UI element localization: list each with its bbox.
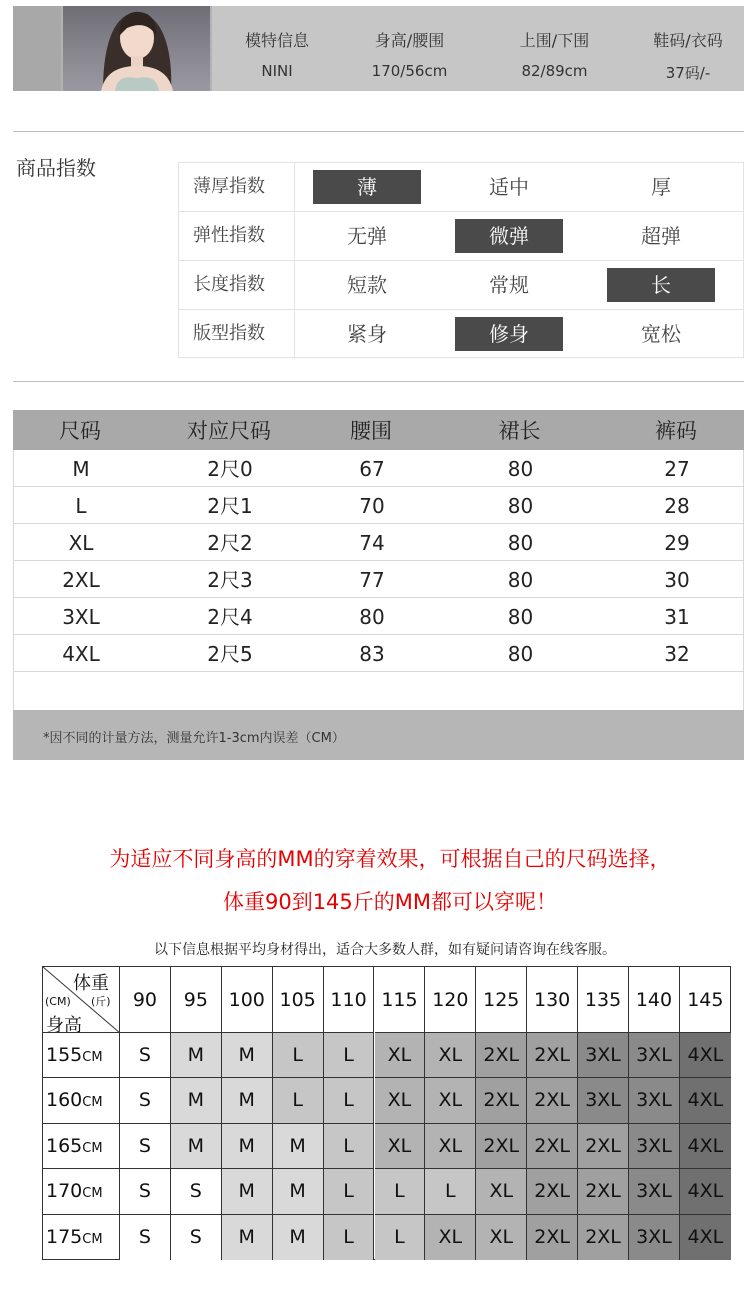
size-cell: S [120,1124,171,1169]
size-row [14,487,743,524]
height-cell [43,1078,120,1123]
index-option-selected: 长 [607,268,715,302]
size-cell: 2XL [476,1124,527,1169]
model-info-table [212,6,744,91]
size-cell: XL [425,1215,476,1260]
size-cell: 80 [507,605,534,629]
index-row [179,212,743,261]
index-option: 常规 [489,273,529,297]
size-cell: L [425,1169,476,1214]
size-cell: L [273,1078,324,1123]
size-row [14,450,743,487]
measure-note: *因不同的计量方法，测量允许1-3cm内误差（CM） [43,731,345,746]
size-cell: L [75,494,87,518]
index-label: 薄厚指数 [179,163,295,211]
corner-jin-label: (斤) [91,995,111,1008]
corner-cm-label: (CM) [45,995,71,1008]
size-cell: M [273,1215,324,1260]
index-option: 短款 [347,273,387,297]
weight-height-grid [42,966,731,1260]
size-cell: M [171,1124,222,1169]
size-cell: XL [375,1124,426,1169]
size-cell: 2XL [527,1033,578,1078]
index-row [179,261,743,310]
measure-note-bar [13,710,744,760]
weight-header-cell: 115 [375,967,426,1033]
size-header-cell: 尺码 [59,419,101,443]
model-header: 上围/下围 [519,31,590,50]
size-cell: XL [375,1033,426,1078]
size-cell: 2XL [527,1169,578,1214]
size-cell: XL [68,531,94,555]
promo-line-1: 为适应不同身高的MM的穿着效果，可根据自己的尺码选择， [109,847,671,871]
model-header: 鞋码/衣码 [653,31,723,50]
size-cell: 2XL [476,1078,527,1123]
size-cell: XL [375,1078,426,1123]
corner-weight-label: 体重 [73,973,109,994]
size-cell: 2XL [527,1078,578,1123]
size-cell: 3XL [629,1033,680,1078]
size-cell: 4XL [680,1078,731,1123]
size-cell: M [222,1033,273,1078]
height-unit: CM [82,1231,103,1247]
divider [13,131,744,132]
weight-header-cell: 105 [273,967,324,1033]
height-value: 160 [46,1089,83,1112]
index-option: 无弹 [347,224,387,248]
size-row [14,524,743,561]
size-cell: 27 [664,457,690,481]
size-cell: 4XL [62,642,100,666]
model-col-name [212,6,342,91]
size-cell: 2XL [527,1124,578,1169]
size-header-cell: 腰围 [350,419,392,443]
corner-height-label: 身高 [46,1015,82,1033]
weight-header-cell: 90 [120,967,171,1033]
size-cell: S [120,1078,171,1123]
size-cell: 2XL [527,1215,578,1260]
size-cell: 32 [664,642,690,666]
weight-header-cell: 95 [171,967,222,1033]
size-cell: XL [425,1033,476,1078]
size-cell: 3XL [578,1033,629,1078]
size-cell: L [324,1033,375,1078]
size-cell: XL [476,1169,527,1214]
size-cell: 2XL [578,1169,629,1214]
model-value: 37码/- [665,64,711,82]
height-cell [43,1124,120,1169]
size-cell: 80 [507,457,534,481]
size-cell: 80 [507,531,534,555]
model-col-height-waist [342,6,477,91]
weight-header-cell: 100 [222,967,273,1033]
size-cell: XL [425,1078,476,1123]
size-cell: 28 [664,494,690,518]
index-option-selected: 薄 [313,170,421,204]
size-cell: S [120,1033,171,1078]
size-cell: M [72,457,90,481]
size-cell: S [120,1169,171,1214]
size-cell: 83 [359,642,385,666]
size-cell: S [171,1215,222,1260]
index-row [179,310,743,359]
size-header-cell: 对应尺码 [187,419,271,443]
model-col-shoe-size [632,6,744,91]
height-cell [43,1215,120,1260]
size-cell: 67 [359,457,385,481]
size-cell: XL [425,1124,476,1169]
size-row [14,598,743,635]
weight-header-cell: 125 [476,967,527,1033]
index-label: 弹性指数 [179,212,295,260]
size-cell: XL [476,1215,527,1260]
size-cell: 2尺2 [207,531,253,555]
size-row [14,561,743,598]
height-value: 155 [46,1044,83,1066]
size-cell: 2XL [62,568,100,592]
size-cell: M [222,1215,273,1260]
size-cell: 80 [507,642,534,666]
size-cell: L [375,1215,426,1260]
weight-header-cell: 130 [527,967,578,1033]
size-cell: L [324,1215,375,1260]
index-label: 版型指数 [179,310,295,359]
height-unit: CM [82,1140,103,1156]
size-cell: 80 [507,494,534,518]
size-cell: L [375,1169,426,1214]
promo-line-2: 体重90到145斤的MM都可以穿呢！ [222,890,558,914]
index-table [178,162,744,358]
size-table-body [13,450,744,710]
index-row [179,163,743,212]
size-cell: 74 [359,531,385,555]
size-cell: 70 [359,494,385,518]
size-cell: 3XL [629,1078,680,1123]
size-cell: 4XL [680,1215,731,1260]
size-cell: 3XL [629,1169,680,1214]
height-unit: CM [82,1186,103,1202]
divider [13,381,744,382]
weight-header-cell: 135 [578,967,629,1033]
size-table-header [13,410,744,450]
size-cell: L [273,1033,324,1078]
index-option: 厚 [651,175,671,199]
size-cell: 2尺3 [207,568,253,592]
height-value: 175 [46,1225,83,1248]
size-cell: 29 [664,531,690,555]
size-cell: M [273,1169,324,1214]
size-cell: 80 [507,568,534,592]
model-header: 身高/腰围 [374,31,445,50]
size-cell: 30 [664,568,690,592]
size-cell: S [171,1169,222,1214]
weight-header-cell: 110 [324,967,375,1033]
size-cell: 3XL [629,1215,680,1260]
model-value: 82/89cm [521,62,588,80]
model-photo [63,6,210,91]
size-header-cell: 裤码 [655,419,697,443]
size-cell: 2XL [578,1124,629,1169]
size-cell: L [324,1124,375,1169]
model-value: 170/56cm [371,62,448,80]
size-cell: 4XL [680,1169,731,1214]
size-cell: 3XL [629,1124,680,1169]
index-label: 长度指数 [179,261,295,309]
size-cell: M [171,1078,222,1123]
size-cell: M [273,1124,324,1169]
grid-corner [43,967,120,1033]
size-cell: M [171,1033,222,1078]
index-option: 超弹 [641,224,681,248]
size-cell: 4XL [680,1033,731,1078]
model-col-bust-hip [477,6,632,91]
size-cell: L [324,1169,375,1214]
size-cell: 31 [664,605,690,629]
size-cell: 3XL [578,1078,629,1123]
weight-header-cell: 145 [680,967,731,1033]
height-cell [43,1169,120,1214]
height-cell [43,1033,120,1078]
height-unit: CM [82,1050,103,1065]
index-option: 适中 [489,175,529,199]
size-cell: M [222,1124,273,1169]
size-cell: 2尺4 [207,605,253,629]
size-cell: 80 [359,605,385,629]
size-cell: M [222,1078,273,1123]
model-value: NINI [261,62,293,80]
model-header: 模特信息 [244,31,309,50]
height-value: 170 [46,1180,83,1203]
size-header-cell: 裙长 [498,419,541,443]
height-unit: CM [82,1095,103,1111]
size-cell: 3XL [62,605,100,629]
size-cell: 4XL [680,1124,731,1169]
weight-header-cell: 140 [629,967,680,1033]
size-row [14,635,743,672]
size-cell: S [120,1215,171,1260]
index-option-selected: 微弹 [455,219,563,253]
size-cell: L [324,1078,375,1123]
size-cell: 2尺0 [207,457,253,481]
size-cell: 2尺1 [207,494,253,518]
size-cell: 2尺5 [207,642,253,666]
height-value: 165 [46,1134,83,1157]
index-title: 商品指数 [16,156,96,180]
weight-header-cell: 120 [425,967,476,1033]
size-cell: 77 [359,568,385,592]
model-strip [13,6,61,91]
grid-note: 以下信息根据平均身材得出，适合大多数人群，如有疑问请咨询在线客服。 [154,942,616,958]
size-cell: M [222,1169,273,1214]
index-option: 紧身 [347,322,387,346]
size-cell: 2XL [578,1215,629,1260]
index-option: 宽松 [641,322,681,346]
size-cell: 2XL [476,1033,527,1078]
index-option-selected: 修身 [455,317,563,351]
